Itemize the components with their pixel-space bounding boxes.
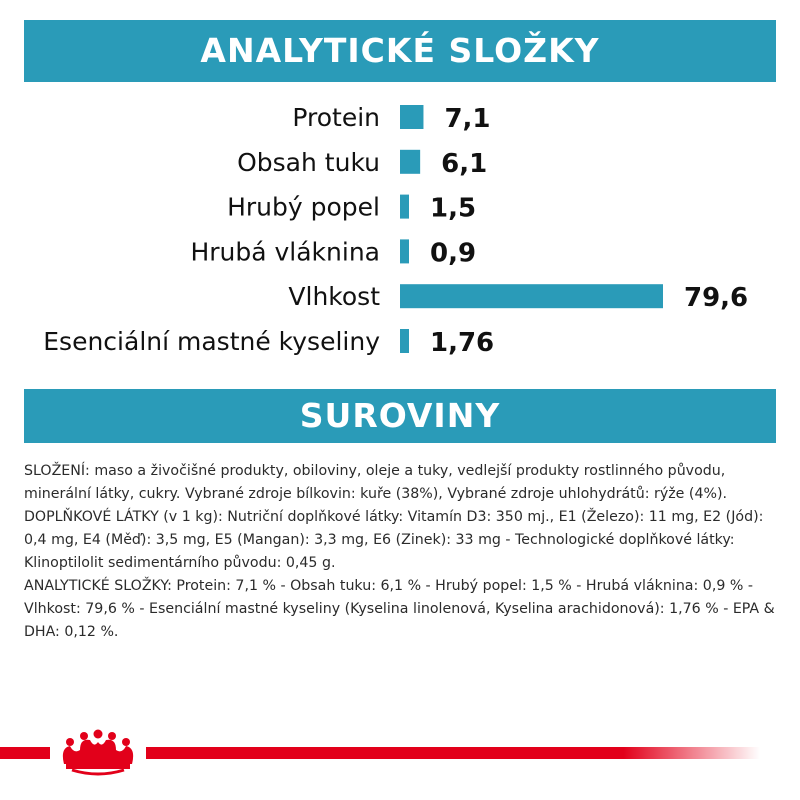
category-label: Esenciální mastné kyseliny bbox=[43, 327, 380, 356]
category-label: Obsah tuku bbox=[237, 147, 380, 177]
ingredients-title: SUROVINY bbox=[299, 396, 501, 435]
value-label: 7,1 bbox=[444, 104, 491, 134]
crown-icon bbox=[50, 728, 146, 778]
value-label: 1,76 bbox=[430, 328, 495, 358]
analytic-components-banner bbox=[24, 20, 776, 82]
category-label: Hrubý popel bbox=[227, 192, 380, 222]
ingredients-text bbox=[24, 460, 776, 644]
analytic-paragraph: ANALYTICKÉ SLOŽKY: Protein: 7,1 % - Obsah tuku: 6,1 % - Hrubý popel: 1,5 % - Hrubá vláknina: 0,9 % - Vlhkost: 79,6 % - Esenciální mastné kyseliny (Kyselina linolenová, Kyselina arachidonová): 1,76 % - EPA & DHA: 0,12 %. bbox=[24, 578, 775, 640]
analytic-components-title: ANALYTICKÉ SLOŽKY bbox=[200, 31, 600, 70]
additives-paragraph: DOPLŇKOVÉ LÁTKY (v 1 kg): Nutriční doplňkové látky: Vitamín D3: 350 mj., E1 (Železo): 11 mg, E2 (Jód): 0,4 mg, E4 (Měď): 3,5 mg, E5 (Mangan): 3,3 mg, E6 (Zinek): 33 mg - Technologické doplňkové látky: Klinoptilolit sedimentárního původu: 0,45 g. bbox=[24, 509, 764, 571]
value-label: 6,1 bbox=[441, 148, 488, 179]
category-label: Hrubá vláknina bbox=[190, 237, 380, 267]
bar bbox=[400, 239, 409, 263]
bar bbox=[400, 195, 409, 219]
bar bbox=[400, 105, 423, 129]
category-label: Protein bbox=[292, 103, 380, 132]
bar bbox=[400, 150, 420, 174]
value-label: 1,5 bbox=[430, 193, 477, 224]
nutrient-bar-chart bbox=[0, 95, 800, 365]
bar bbox=[400, 284, 663, 308]
value-label: 79,6 bbox=[684, 283, 749, 314]
bar bbox=[400, 329, 409, 353]
category-label: Vlhkost bbox=[288, 282, 380, 312]
ingredients-banner bbox=[24, 389, 776, 443]
composition-paragraph: SLOŽENÍ: maso a živočišné produkty, obiloviny, oleje a tuky, vedlejší produkty rostlinného původu, minerální látky, cukry. Vybrané zdroje bílkovin: kuře (38%), Vybrané zdroje uhlohydrátů: rýže (4%). bbox=[24, 463, 728, 502]
value-label: 0,9 bbox=[430, 238, 477, 269]
